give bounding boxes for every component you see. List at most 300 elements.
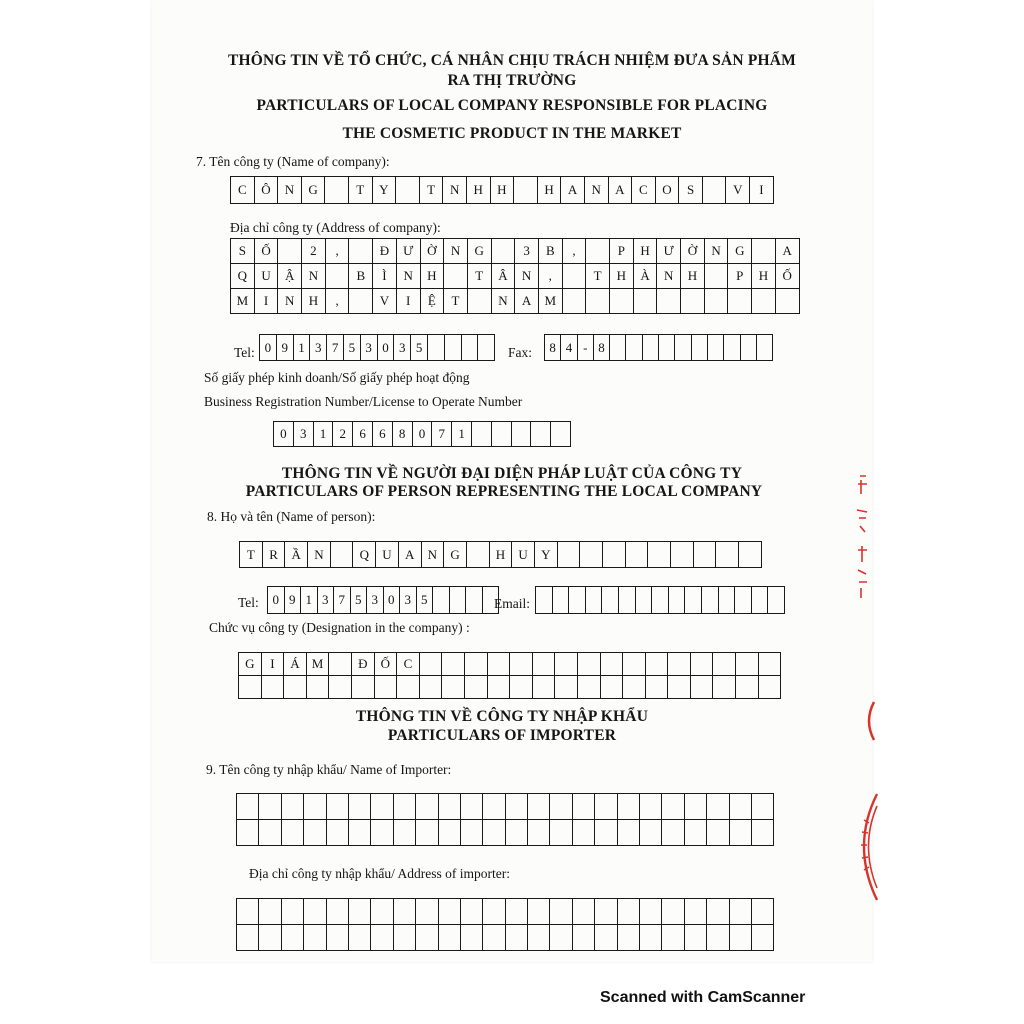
char-box xyxy=(420,676,443,699)
person-tel-label: Tel: xyxy=(238,595,259,610)
char-box: R xyxy=(263,542,286,568)
char-box: 7 xyxy=(432,422,452,447)
char-box xyxy=(739,542,762,568)
char-box xyxy=(259,899,281,925)
char-box xyxy=(662,925,684,951)
char-box xyxy=(578,676,601,699)
char-box xyxy=(237,794,259,820)
char-box xyxy=(692,335,708,361)
char-box: 8 xyxy=(594,335,610,361)
char-box: G xyxy=(468,239,492,264)
char-box xyxy=(702,587,719,614)
char-box xyxy=(478,335,495,361)
char-box xyxy=(468,289,492,314)
char-box xyxy=(752,820,774,846)
char-box xyxy=(262,676,285,699)
char-box xyxy=(307,676,330,699)
char-box: H xyxy=(302,289,326,314)
company-name-field xyxy=(230,176,774,204)
char-box xyxy=(483,820,505,846)
char-box: U xyxy=(512,542,535,568)
char-box: N xyxy=(422,542,445,568)
char-box xyxy=(759,676,782,699)
document-page xyxy=(152,0,872,962)
char-box xyxy=(776,289,800,314)
char-box xyxy=(752,794,774,820)
char-box xyxy=(573,820,595,846)
char-box xyxy=(304,925,326,951)
char-box xyxy=(349,925,371,951)
char-box: 3 xyxy=(361,335,378,361)
char-box xyxy=(691,676,714,699)
person-email-field xyxy=(535,586,785,614)
company-address-label: Địa chỉ công ty (Address of company): xyxy=(230,220,441,235)
char-box xyxy=(595,925,617,951)
char-box: H xyxy=(752,264,776,289)
char-box xyxy=(601,676,624,699)
stamp-mark-upper-icon xyxy=(852,470,876,610)
char-box xyxy=(623,676,646,699)
char-box: Đ xyxy=(373,239,397,264)
heading-1-line-1: THÔNG TIN VỀ TỔ CHỨC, CÁ NHÂN CHỊU TRÁCH NHIỆM ĐƯA SẢN PHẨM xyxy=(228,52,796,69)
char-box: Ố xyxy=(255,239,279,264)
char-box: P xyxy=(610,239,634,264)
char-box: N xyxy=(302,264,326,289)
char-box xyxy=(707,820,729,846)
stamp-fragment-upper xyxy=(852,470,876,610)
char-box xyxy=(648,542,671,568)
char-box: T xyxy=(420,177,444,204)
char-box xyxy=(713,676,736,699)
char-box xyxy=(752,899,774,925)
char-box: 2 xyxy=(302,239,326,264)
char-box xyxy=(573,794,595,820)
char-box: T xyxy=(468,264,492,289)
char-box xyxy=(442,676,465,699)
char-box xyxy=(708,335,724,361)
char-box xyxy=(329,676,352,699)
company-name-label: 7. Tên công ty (Name of company): xyxy=(196,154,390,169)
char-box: , xyxy=(326,239,350,264)
designation-field xyxy=(238,652,781,699)
char-box xyxy=(492,422,512,447)
char-box xyxy=(707,925,729,951)
char-box: V xyxy=(726,177,750,204)
char-box xyxy=(282,820,304,846)
char-box xyxy=(510,676,533,699)
char-box: I xyxy=(255,289,279,314)
char-box xyxy=(394,794,416,820)
char-box xyxy=(461,820,483,846)
char-box: H xyxy=(681,264,705,289)
char-box: - xyxy=(578,335,594,361)
char-box xyxy=(442,653,465,676)
char-box: Ầ xyxy=(285,542,308,568)
char-box xyxy=(550,925,572,951)
char-box xyxy=(730,899,752,925)
heading-1-line-4: THE COSMETIC PRODUCT IN THE MARKET xyxy=(342,125,682,142)
company-address-field xyxy=(230,238,800,314)
char-box xyxy=(483,794,505,820)
char-box xyxy=(439,925,461,951)
char-box xyxy=(467,542,490,568)
char-box xyxy=(327,925,349,951)
char-box xyxy=(691,653,714,676)
char-box xyxy=(551,422,571,447)
char-box: Ố xyxy=(776,264,800,289)
char-box xyxy=(472,422,492,447)
char-box xyxy=(640,794,662,820)
importer-address-field xyxy=(236,898,774,951)
char-box: 6 xyxy=(373,422,393,447)
char-box: Ờ xyxy=(421,239,445,264)
company-tel-field xyxy=(259,334,495,361)
designation-label: Chức vụ công ty (Designation in the company) : xyxy=(209,620,470,635)
char-box xyxy=(450,587,467,614)
char-box: 3 xyxy=(400,587,417,614)
char-box: N xyxy=(492,289,516,314)
person-name-label: 8. Họ và tên (Name of person): xyxy=(207,509,376,524)
char-box xyxy=(304,794,326,820)
char-box xyxy=(730,820,752,846)
char-box: T xyxy=(240,542,263,568)
char-box xyxy=(662,899,684,925)
char-box: 3 xyxy=(294,422,314,447)
char-box xyxy=(705,289,729,314)
heading-1-line-3: PARTICULARS OF LOCAL COMPANY RESPONSIBLE FOR PLACING xyxy=(256,97,768,114)
char-box xyxy=(416,820,438,846)
char-box: G xyxy=(444,542,467,568)
char-box xyxy=(602,587,619,614)
char-box xyxy=(685,899,707,925)
company-fax-field xyxy=(544,334,773,361)
char-box xyxy=(716,542,739,568)
char-box xyxy=(713,653,736,676)
char-box xyxy=(563,264,587,289)
char-box: 7 xyxy=(327,335,344,361)
char-box xyxy=(533,653,556,676)
license-number-field xyxy=(273,421,571,447)
company-tel-label: Tel: xyxy=(234,345,255,360)
char-box xyxy=(445,335,462,361)
char-box: Q xyxy=(353,542,376,568)
char-box: T xyxy=(586,264,610,289)
char-box xyxy=(703,177,727,204)
char-box xyxy=(282,925,304,951)
char-box: N xyxy=(657,264,681,289)
char-box xyxy=(237,820,259,846)
char-box xyxy=(510,653,533,676)
char-box xyxy=(669,587,686,614)
char-box xyxy=(578,653,601,676)
char-box: 9 xyxy=(277,335,294,361)
heading-1-line-2: RA THỊ TRƯỜNG xyxy=(447,72,577,89)
char-box: Ư xyxy=(657,239,681,264)
char-box xyxy=(483,899,505,925)
char-box xyxy=(492,239,516,264)
char-box xyxy=(550,899,572,925)
char-box xyxy=(646,653,669,676)
char-box xyxy=(352,676,375,699)
char-box xyxy=(636,587,653,614)
char-box: Ì xyxy=(373,264,397,289)
char-box xyxy=(550,820,572,846)
char-box: N xyxy=(278,177,302,204)
char-box: O xyxy=(656,177,680,204)
char-box xyxy=(662,794,684,820)
person-name-field xyxy=(239,541,762,568)
char-box xyxy=(416,794,438,820)
char-box xyxy=(640,899,662,925)
char-box xyxy=(325,177,349,204)
char-box: G xyxy=(302,177,326,204)
char-box xyxy=(685,820,707,846)
char-box: A xyxy=(561,177,585,204)
char-box: B xyxy=(349,264,373,289)
char-box xyxy=(705,264,729,289)
char-box xyxy=(349,820,371,846)
char-box xyxy=(278,239,302,264)
char-box: 1 xyxy=(294,335,311,361)
char-box xyxy=(752,289,776,314)
char-box xyxy=(420,653,443,676)
char-box xyxy=(329,653,352,676)
char-box: H xyxy=(538,177,562,204)
char-box: 0 xyxy=(274,422,294,447)
license-label-en: Business Registration Number/License to Operate Number xyxy=(204,394,523,409)
char-box xyxy=(728,289,752,314)
char-box xyxy=(555,676,578,699)
stamp-arc-icon xyxy=(862,700,876,742)
char-box: 3 xyxy=(318,587,335,614)
char-box xyxy=(466,587,483,614)
char-box: , xyxy=(563,239,587,264)
char-box xyxy=(768,587,785,614)
char-box xyxy=(610,335,626,361)
char-box: 8 xyxy=(393,422,413,447)
char-box: M xyxy=(307,653,330,676)
char-box xyxy=(626,335,642,361)
char-box xyxy=(512,422,532,447)
char-box: C xyxy=(397,653,420,676)
char-box xyxy=(724,335,740,361)
char-box xyxy=(741,335,757,361)
char-box xyxy=(569,587,586,614)
char-box: 5 xyxy=(417,587,434,614)
char-box: H xyxy=(634,239,658,264)
char-box: 4 xyxy=(561,335,577,361)
char-box: I xyxy=(397,289,421,314)
char-box: U xyxy=(376,542,399,568)
char-box xyxy=(595,820,617,846)
char-box: 0 xyxy=(384,587,401,614)
char-box xyxy=(416,925,438,951)
char-box xyxy=(681,289,705,314)
char-box xyxy=(528,794,550,820)
char-box xyxy=(396,177,420,204)
char-box xyxy=(730,794,752,820)
char-box xyxy=(643,335,659,361)
char-box: C xyxy=(632,177,656,204)
char-box xyxy=(634,289,658,314)
char-box xyxy=(327,899,349,925)
char-box xyxy=(685,925,707,951)
char-box xyxy=(433,587,450,614)
heading-2-line-2: PARTICULARS OF PERSON REPRESENTING THE LOCAL COMPANY xyxy=(245,483,763,500)
char-box xyxy=(282,794,304,820)
char-box xyxy=(671,542,694,568)
char-box xyxy=(331,542,354,568)
char-box: 3 xyxy=(310,335,327,361)
char-box xyxy=(371,820,393,846)
char-box: Y xyxy=(535,542,558,568)
char-box xyxy=(327,820,349,846)
char-box: 0 xyxy=(378,335,395,361)
char-box xyxy=(444,264,468,289)
char-box xyxy=(239,676,262,699)
char-box: N xyxy=(308,542,331,568)
char-box xyxy=(349,289,373,314)
char-box xyxy=(707,899,729,925)
char-box xyxy=(657,289,681,314)
char-box xyxy=(623,653,646,676)
char-box xyxy=(619,587,636,614)
char-box xyxy=(659,335,675,361)
char-box xyxy=(595,899,617,925)
char-box: I xyxy=(262,653,285,676)
char-box xyxy=(416,899,438,925)
char-box xyxy=(428,335,445,361)
char-box: Y xyxy=(373,177,397,204)
char-box xyxy=(528,820,550,846)
char-box: A xyxy=(399,542,422,568)
char-box xyxy=(506,899,528,925)
person-email-label: Email: xyxy=(494,596,530,611)
char-box: 6 xyxy=(353,422,373,447)
char-box xyxy=(528,925,550,951)
char-box xyxy=(349,239,373,264)
char-box xyxy=(375,676,398,699)
char-box: N xyxy=(443,177,467,204)
char-box: 1 xyxy=(301,587,318,614)
char-box: G xyxy=(728,239,752,264)
char-box: N xyxy=(444,239,468,264)
char-box xyxy=(397,676,420,699)
char-box: I xyxy=(750,177,774,204)
char-box: M xyxy=(231,289,255,314)
char-box xyxy=(259,794,281,820)
importer-name-label: 9. Tên công ty nhập khẩu/ Name of Importer: xyxy=(206,762,452,777)
char-box xyxy=(528,899,550,925)
char-box xyxy=(668,653,691,676)
char-box xyxy=(465,676,488,699)
char-box xyxy=(573,899,595,925)
char-box: C xyxy=(231,177,255,204)
char-box xyxy=(371,925,393,951)
char-box xyxy=(259,820,281,846)
char-box: Ô xyxy=(255,177,279,204)
char-box: 0 xyxy=(268,587,285,614)
stamp-fragment-middle xyxy=(862,700,876,742)
char-box xyxy=(550,794,572,820)
char-box xyxy=(465,653,488,676)
char-box xyxy=(536,587,553,614)
char-box xyxy=(603,542,626,568)
char-box: H xyxy=(610,264,634,289)
char-box xyxy=(349,899,371,925)
char-box xyxy=(640,820,662,846)
char-box: T xyxy=(444,289,468,314)
char-box: À xyxy=(634,264,658,289)
char-box xyxy=(371,899,393,925)
char-box xyxy=(555,653,578,676)
char-box xyxy=(736,676,759,699)
char-box xyxy=(563,289,587,314)
char-box: Ờ xyxy=(681,239,705,264)
char-box xyxy=(284,676,307,699)
char-box xyxy=(595,794,617,820)
importer-address-label: Địa chỉ công ty nhập khẩu/ Address of importer: xyxy=(249,866,510,881)
license-label-vn: Số giấy phép kinh doanh/Số giấy phép hoạt động xyxy=(204,370,470,385)
char-box xyxy=(488,653,511,676)
char-box: U xyxy=(255,264,279,289)
char-box: B xyxy=(539,239,563,264)
char-box xyxy=(735,587,752,614)
scanner-watermark: Scanned with CamScanner xyxy=(600,989,806,1006)
char-box xyxy=(282,899,304,925)
char-box: Q xyxy=(231,264,255,289)
char-box xyxy=(662,820,684,846)
char-box xyxy=(668,676,691,699)
char-box: , xyxy=(539,264,563,289)
char-box: S xyxy=(231,239,255,264)
char-box xyxy=(675,335,691,361)
char-box xyxy=(514,177,538,204)
char-box xyxy=(488,676,511,699)
char-box xyxy=(719,587,736,614)
char-box: 3 xyxy=(367,587,384,614)
char-box: 1 xyxy=(314,422,334,447)
char-box: 3 xyxy=(394,335,411,361)
char-box: 0 xyxy=(260,335,277,361)
char-box xyxy=(759,653,782,676)
char-box: 5 xyxy=(351,587,368,614)
char-box: N xyxy=(397,264,421,289)
char-box xyxy=(618,925,640,951)
char-box xyxy=(439,794,461,820)
char-box: N xyxy=(278,289,302,314)
char-box: A xyxy=(515,289,539,314)
char-box: Ố xyxy=(375,653,398,676)
char-box xyxy=(327,794,349,820)
char-box xyxy=(259,925,281,951)
char-box xyxy=(752,239,776,264)
char-box xyxy=(646,676,669,699)
char-box xyxy=(640,925,662,951)
char-box: P xyxy=(728,264,752,289)
char-box xyxy=(349,794,371,820)
heading-3-line-2: PARTICULARS OF IMPORTER xyxy=(387,727,617,744)
char-box xyxy=(610,289,634,314)
char-box xyxy=(439,820,461,846)
char-box xyxy=(580,542,603,568)
char-box xyxy=(461,899,483,925)
char-box xyxy=(461,925,483,951)
heading-2-line-1: THÔNG TIN VỀ NGƯỜI ĐẠI DIỆN PHÁP LUẬT CỦA CÔNG TY xyxy=(281,465,743,482)
stamp-seal-icon xyxy=(850,790,878,905)
heading-3-line-1: THÔNG TIN VỀ CÔNG TY NHẬP KHẨU xyxy=(355,708,649,725)
char-box: Ư xyxy=(397,239,421,264)
